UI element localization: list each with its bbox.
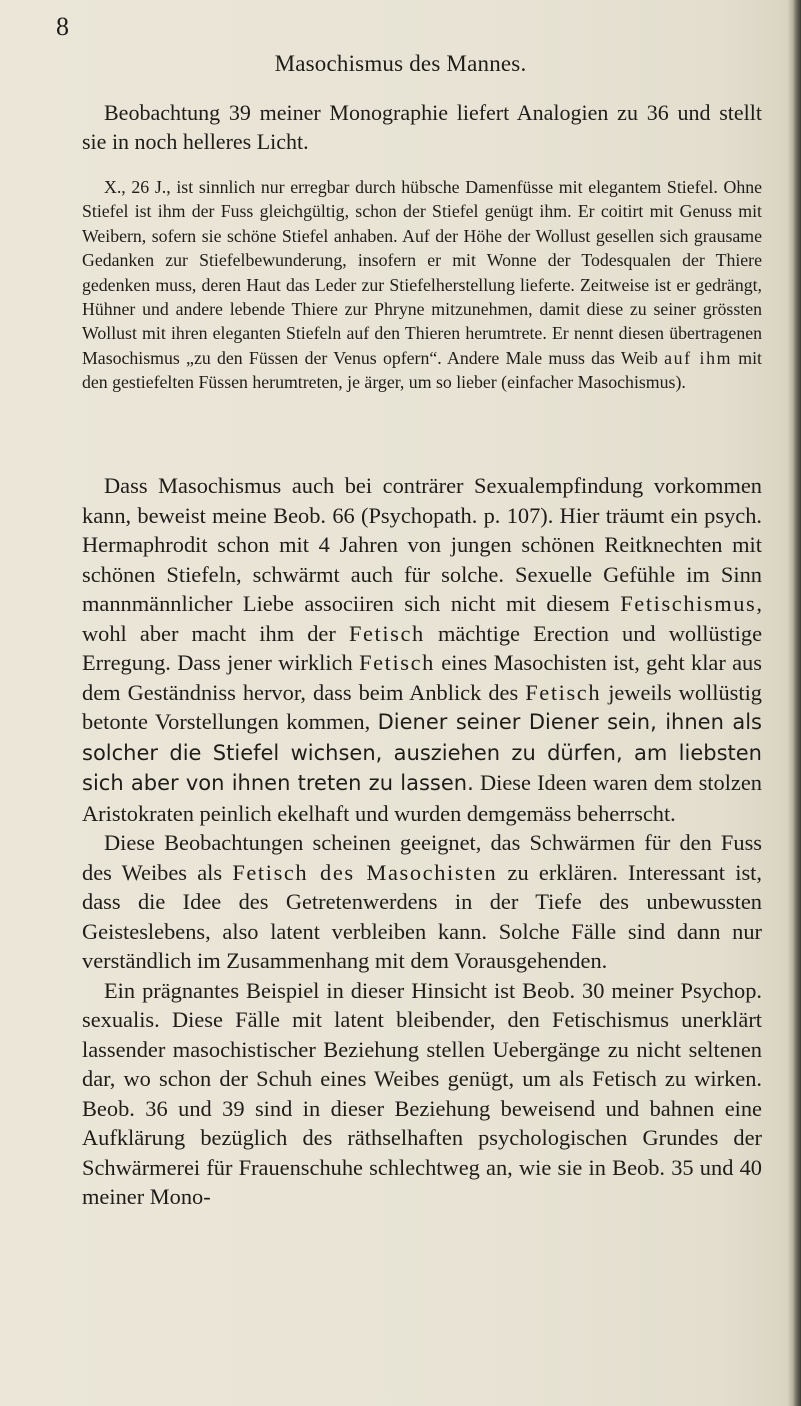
body-emphasis-sans: Diener seiner Diener sein, ihnen als solcher die Stiefel wichsen, ausziehen zu dürfen, am liebsten sich aber von ihnen treten zu lassen. (82, 710, 762, 795)
body-p1-f: Diese Ideen waren dem stolzen Aristokraten peinlich ekelhaft und wurden demgemäss beherrscht. (82, 770, 762, 826)
main-text-block (82, 471, 762, 1212)
body-p1-a: Dass Masochismus auch bei conträrer Sexualempfindung vorkommen kann, beweist meine Beob. 66 (Psychopath. p. 107). Hier träumt ein psych. Hermaphrodit schon mit 4 Jahren von jungen schönen Reitknechten mit schönen Stiefeln, schwärmt auch für solche. Sexuelle Gefühle im Sinn mannmännlicher Liebe associiren sich nicht mit diesem (82, 473, 762, 616)
case-report-block (82, 175, 762, 395)
body-p1-c: mächtige Erection und wollüstige Erregung. Dass jener wirklich (82, 620, 763, 675)
body-p2-b: zu erklären. Interessant ist, dass die Idee des Getretenwerdens in der Tiefe des unbewussten Geisteslebens, also latent verbleiben kann. Solche Fälle sind dann nur verständlich im Zusammenhang mit dem Vorausgehenden. (82, 859, 763, 973)
body-fetischismus: Fetischismus (620, 591, 757, 616)
case-emphasis: auf ihm (664, 347, 732, 368)
body-paragraph-3: Ein prägnantes Beispiel in dieser Hinsicht ist Beob. 30 meiner Psychop. sexualis. Diese Fälle mit latent bleibender, den Fetischismus unerklärt lassender masochistischer Beziehung stellen Uebergänge zu nicht seltenen dar, wo schon der Schuh eines Weibes genügt, um als Fetisch zu wirken. Beob. 36 und 39 sind in dieser Beziehung beweisend und bahnen eine Aufklärung bezüglich des räthselhaften psychologischen Grundes der Schwärmerei für Frauenschuhe schlechtweg an, wie sie in Beob. 35 und 40 meiner Mono- (82, 977, 762, 1209)
body-fetisch-1: Fetisch (348, 620, 425, 646)
case-text-1: X., 26 J., ist sinnlich nur erregbar durch hübsche Damenfüsse mit elegantem Stiefel. Ohne Stiefel ist ihm der Fuss gleichgültig, schon der Stiefel genügt ihm. Er coitirt mit Genuss mit Weibern, sofern sie schöne Stiefel anhaben. Auf der Höhe der Wollust gesellen sich grausame Gedanken zur Stiefelbewunderung, insofern er mit Wonne der Todesqualen der Thiere gedenken muss, deren Haut das Leder zur Stiefelherstellung lieferte. Zeitweise ist er gedrängt, Hühner und andere lebende Thiere zur Phryne mitzunehmen, damit diese zu seiner grössten Wollust mit ihren eleganten Stiefeln auf den Thieren herumtrete. Er nennt diesen übertragenen Masochismus „zu den Füssen der Venus opfern“. Andere Male muss das Weib (82, 177, 762, 368)
case-text-2: mit den gestiefelten Füssen herumtreten, je ärger, um so lieber (einfacher Masochismus). (82, 347, 762, 393)
lead-paragraph: Beobachtung 39 meiner Monographie liefert Analogien zu 36 und stellt sie in noch helleres Licht. (82, 100, 762, 154)
page-edge-shadow (787, 0, 801, 1406)
body-p2-a: Diese Beobachtungen scheinen geeignet, das Schwärmen für den Fuss des Weibes als (82, 830, 762, 885)
body-p2-spaced: Fetisch des Masochisten (232, 859, 498, 885)
case-report-paragraph (82, 175, 762, 395)
body-paragraph-1 (82, 471, 762, 828)
lead-paragraph-block (82, 98, 762, 156)
body-p1-d: eines Masochisten ist, geht klar aus dem Geständniss hervor, dass beim Anblick des (82, 650, 762, 705)
running-title: Masochismus des Mannes. (274, 51, 527, 76)
body-fetisch-2: Fetisch (359, 650, 435, 675)
body-p1-b: , wohl aber macht ihm der (82, 591, 762, 646)
body-paragraph-2 (82, 828, 762, 976)
page-number: 8 (56, 12, 69, 41)
body-p1-e: jeweils wollüstig betonte Vorstellungen kommen, (82, 679, 762, 734)
body-fetisch-3: Fetisch (525, 679, 602, 705)
